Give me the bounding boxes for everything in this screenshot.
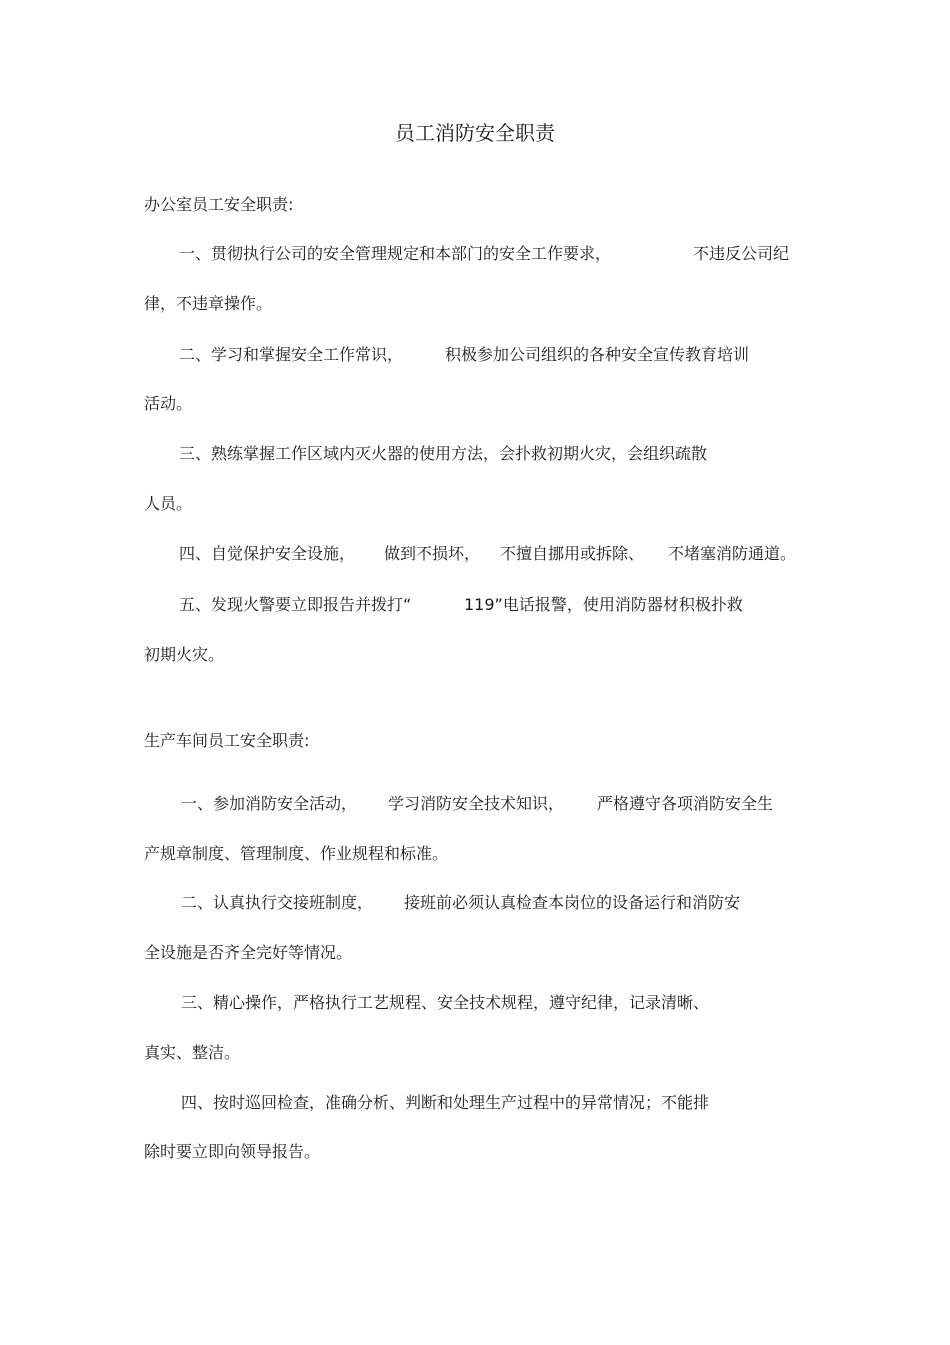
office-item-5-part-b: 119”电话报警，使用消防器材积极扑救 [464, 595, 743, 614]
workshop-item-1-part-a: 一、参加消防安全活动， [181, 794, 358, 813]
office-item-4-part-b: 做到不损坏， [384, 544, 481, 563]
office-item-3-cont: 人员。 [144, 494, 193, 513]
workshop-item-2-part-a: 二、认真执行交接班制度， [181, 893, 374, 912]
workshop-item-2-cont: 全设施是否齐全完好等情况。 [144, 943, 353, 962]
office-item-1-cont: 律，不违章操作。 [144, 294, 273, 313]
office-item-4-part-d: 不堵塞消防通道。 [668, 544, 797, 563]
section-heading-workshop: 生产车间员工安全职责: [144, 731, 310, 750]
office-item-1-part-a: 一、贯彻执行公司的安全管理规定和本部门的安全工作要求， [179, 244, 612, 263]
workshop-item-4: 四、按时巡回检查，准确分析、判断和处理生产过程中的异常情况；不能排 [181, 1093, 710, 1112]
office-item-2-part-a: 二、学习和掌握安全工作常识， [179, 345, 404, 364]
section-heading-office: 办公室员工安全职责: [144, 195, 294, 214]
office-item-3: 三、熟练掌握工作区域内灭火器的使用方法，会扑救初期火灾，会组织疏散 [179, 444, 708, 463]
workshop-item-3: 三、精心操作，严格执行工艺规程、安全技术规程，遵守纪律，记录清晰、 [181, 993, 710, 1012]
workshop-item-1-part-c: 严格遵守各项消防安全生 [597, 794, 774, 813]
workshop-item-1-cont: 产规章制度、管理制度、作业规程和标准。 [144, 844, 449, 863]
workshop-item-1-part-b: 学习消防安全技术知识， [388, 794, 565, 813]
office-item-5-part-a: 五、发现火警要立即报告并拨打“ [179, 595, 412, 614]
office-item-1-part-b: 不违反公司纪 [693, 244, 790, 263]
office-item-2-cont: 活动。 [144, 394, 193, 413]
office-item-4-part-c: 不擅自挪用或拆除、 [500, 544, 645, 563]
workshop-item-2-part-b: 接班前必须认真检查本岗位的设备运行和消防安 [404, 893, 741, 912]
office-item-2-part-b: 积极参加公司组织的各种安全宣传教育培训 [445, 345, 750, 364]
page-title: 员工消防安全职责 [395, 121, 555, 145]
office-item-5-cont: 初期火灾。 [144, 645, 225, 664]
workshop-item-4-cont: 除时要立即向领导报告。 [144, 1142, 321, 1161]
workshop-item-3-cont: 真实、整洁。 [144, 1043, 241, 1062]
office-item-4-part-a: 四、自觉保护安全设施， [179, 544, 356, 563]
